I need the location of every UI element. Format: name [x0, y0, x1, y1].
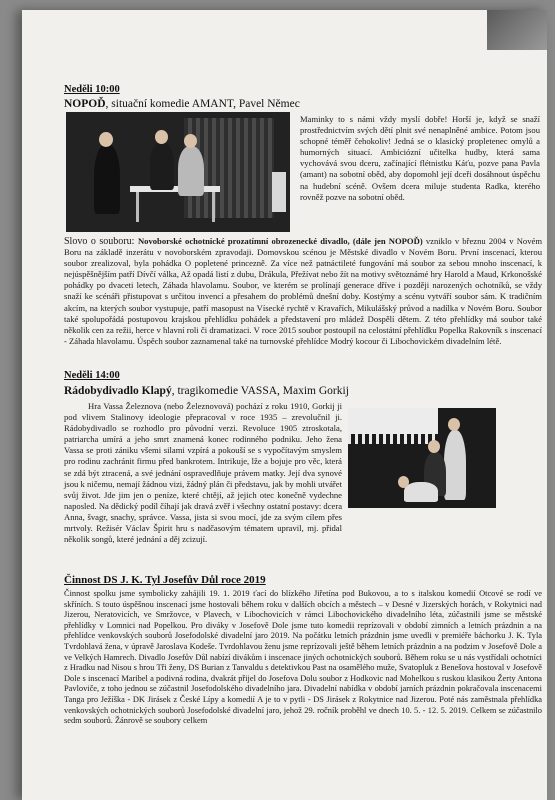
section-2-title	[64, 385, 349, 397]
section-1-ensemble: NOPOĎ	[64, 98, 106, 110]
section-3-title: Činnost DS J. K. Tyl Josefův Důl roce 2019	[64, 574, 266, 586]
section-2-synopsis: Hra Vassa Železnova (nebo Železnovová) pochází z roku 1910, Gorkij ji pod vlivem Stalinovy ideologie přepracoval v roce 1935 – zrevolučnil ji. Rádobydivadlo se rozhodlo pro původní verzi. Revoluce 1905 ztroskotala, patriarcha umírá a jeho smrt znamená konec rodinného podniku. Jeho žena Vassa se proti zániku všemi silami vzpírá a pokouší se s vypočítavým smyslem pro rodinu zachránit firmu před bankrotem. Intrikuje, lže a bojuje pro věc, která se zdá být ztracená, a své jednání ospravedlňuje právem matky. Její dva synové jsou k ničemu, nemají žádnou vizi, žádný plán či představu, jak by mohli utvářet svůj život. Jde jim jen o peníze, které chtějí, až jejich otec konečně vydechne naposled. Na dědický podíl číhají jak dravá zvěř i všechny ostatní postavy: dcera Anna, švagr, snachy, správce. Vassa, jista si svou mocí, jde za svým cílem přes mrtvoly. Režisér Václav Špirit hru s nadčasovým tématem upravil, mj. přidal několik songů, které jednání a děj zcizují.	[64, 401, 343, 545]
section-3-text: Činnost spolku jsme symbolicky zahájili 19. 1. 2019 ťací do blízkého Jiřetína pod Bukovou, a to s italskou komedií Otcové se rodí ve skříních. S touto úspěšnou inscenací jsme hostovali během roku v dalších obcích a městech – v Desné v Jizerských horách, v Rokytnici nad Jizerou, Neratovicích, ve Smržovce, v Plavech, v Libochovicích v rámci Libochovického divadelního léta, zúčastnili jsme se městské přehlídky v Lomnici nad Popelkou. Pro diváky v Josefově Dole jsme tuto komedii reprízovali v období zimních a letních prázdnin a na přehlídce venkovských souborů Josefodolské divadelní jaro 2019. Na počátku letních prázdnin jsme uvedli v premiéře báchorku J. K. Tyla Tvrdohlavá žena, v úpravě Jaroslava Kodeše. Tvrdohlavou ženu jsme reprízovali ještě během letních prázdnin a na podzim v Josefově Dole a ve Velkých Hamrech. Divadlo Josefův Důl nabízí divákům i inscenace jiných ochotnických souborů. Během roku se u nás vystřídali ochotníci z Hradku nad Nisou s hrou Tři ženy, DS Burian z Tanvaldu s detektivkou Past na osamělého muže, Svatopluk z Benešova hostoval v Josefově Dole s inscenací Maribel a podivná rodina, dvakrát přijel do Josefova Dolu soubor z Hodkovic nad Mohelkou s ruskou klasikou Žerty Antona Pavloviče, z toho jednou se zúčastnil Josefodolského divadelního jara. Divadelní nabídka v období jarních prázdnin pokračovala inscenacemi Tanga pro Ježíška - DK Jirásek z České Lípy a komedií A je to v pytli - DS Jirásek z Rokytnice nad Jizerou. Poté nás zaměstnala přehlídka venkovských ochotnických souborů Josefodolské divadelní jaro, jehož 29. ročník proběhl ve dnech 10. 5. - 12. 5. 2019. Celkem se zúčastnilo sedm souborů. Žánrově se soubory celkem	[64, 589, 542, 726]
section-2-ensemble: Rádobydivadlo Klapý	[64, 385, 172, 397]
about-ensemble-name: Novoborské ochotnické prozatímní obrozenecké divadlo, (dále jen NOPOĎ)	[137, 236, 423, 246]
section-1-play: , situační komedie AMANT, Pavel Němec	[105, 98, 300, 110]
section-1-time: Neděli 10:00	[64, 84, 120, 95]
photo-nopod-stage	[66, 112, 290, 232]
photo-vassa-stage	[348, 408, 496, 508]
section-1-title	[64, 98, 300, 110]
document-page	[22, 10, 547, 800]
section-1-about	[64, 236, 542, 347]
page-corner-shadow	[487, 10, 547, 50]
about-lead: Slovo o souboru:	[64, 236, 138, 247]
section-2-time: Neděli 14:00	[64, 370, 120, 381]
about-text: vzniklo v březnu 2004 v Novém Boru na základě inzerátu v novoborském zpravodaji. Domovskou scénou je Městské divadlo v Novém Boru. První inscenací, kterou soubor zrealizoval, byla pohádka O popletené princezně. Za více než patnáctileté fungování má soubor za sebou mnoho inscenací, k nejúspěšnějším patří Dívčí válka, Až opadá listí z dubu, Drákula, Přežívat nebo žít na motivy světoznámé hry Harold a Maud, Krkonošské pohádky po dvaceti letech, Záhada hlavolamu. Soubor, ve kterém se prolínají generace dříve i později narozených ochotníků, se vždy snaží ke scénáři přistupovat s určitou invencí a přesahem do problémů dnešní doby. Kostýmy a scénu vytváří soubor sám. K tradičním akcím, na kterých soubor vystupuje, patří masopust na Vísecké rychtě v Kravařích, Mikulášský průvod a nadílka v Novém Boru. Soubor také spolupořádá postupovou krajskou přehlídku pohádek a představení pro mládež Dospělí dětem. Z této přehlídky má soubor také několik cen za režii, herce v hlavní roli či dramatizaci. V roce 2015 soubor postoupil na celostátní přehlídku Popelka Rakovník s inscenací - Záhada hlavolamu. Úspěch soubor zaznamenal také na turnovské přehlídce Modrý kocour či Libochovickém divadelním létě.	[64, 236, 543, 346]
section-1-synopsis: Maminky to s námi vždy myslí dobře! Horší je, když se snaží prostřednictvím svých dětí plnit své nenaplněné ambice. Potom jsou schopné téměř čehokoliv! Jedná se o klasický propletenec omylů a humorných situací. Ambiciózní učitelka hudby, která sama vychovává svou dceru, začínající flétnistku Káťu, pozve pana Pavla (amant) na sobotní oběd, aby dopomohl její dceři dosáhnout úspěchu na hudební scéně. Ovšem dcera miluje studenta Radka, kterého rovněž pozve na sobotní oběd.	[300, 114, 540, 202]
section-2-play: , tragikomedie VASSA, Maxim Gorkij	[171, 385, 349, 397]
